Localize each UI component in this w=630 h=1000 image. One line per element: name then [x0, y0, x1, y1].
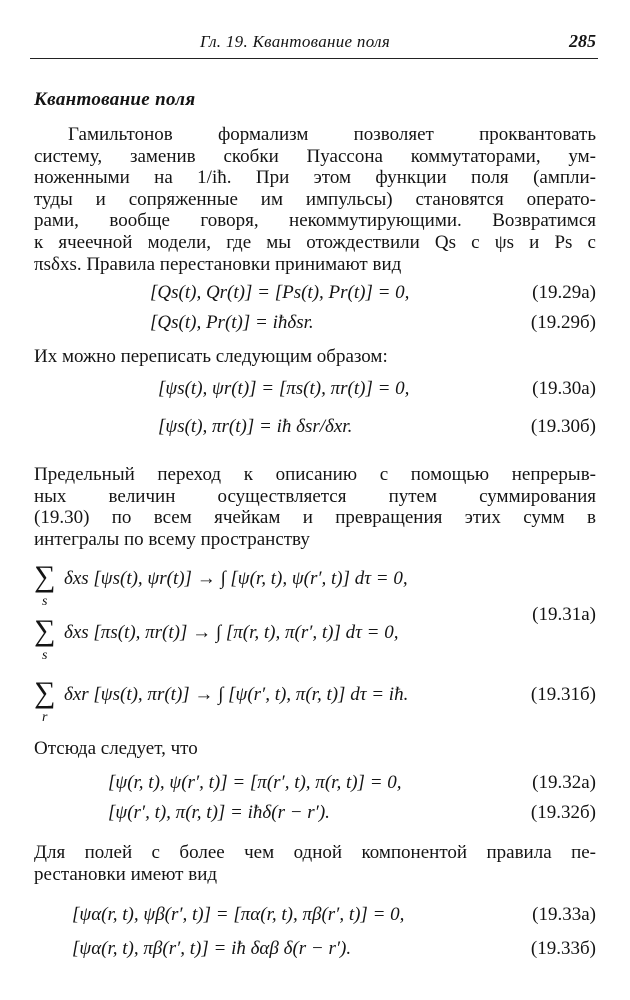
equation-number: (19.32а) [532, 772, 596, 793]
text-line: туды и сопряженные им импульсы) становятся операто- [34, 188, 596, 210]
equation-19-32a [0, 772, 630, 802]
formula: δxs [πs(t), πr(t)] → ∫ [π(r, t), π(r′, t)] dτ = 0, [64, 622, 399, 643]
equation-number: (19.30б) [530, 416, 596, 437]
page-number: 285 [569, 31, 596, 51]
equation-19-30a [0, 378, 630, 408]
equation-19-33a [0, 904, 630, 934]
equation-19-29a [0, 282, 630, 312]
text-line: πsδxs. Правила перестановки принимают вид [34, 253, 402, 275]
text-line: ноженными на 1/iħ. При этом функции поля (ампли- [34, 167, 596, 189]
text-line: Гамильтонов формализм позволяет проквантовать [68, 124, 596, 145]
equation-19-31b [0, 676, 630, 724]
equation-19-32b [0, 802, 630, 832]
text-line: ных величин осуществляется путем суммирования [34, 485, 596, 507]
text-line: (19.30) по всем ячейкам и превращения этих сумм в [34, 507, 596, 529]
sum-index: s [42, 594, 48, 609]
formula: δxr [ψs(t), πr(t)] → ∫ [ψ(r′, t), π(r, t)] dτ = iħ. [64, 684, 409, 705]
formula: δxs [ψs(t), ψr(t)] → ∫ [ψ(r, t), ψ(r′, t)] dτ = 0, [64, 568, 408, 589]
equation-number: (19.31б) [530, 684, 596, 705]
text-line: интегралы по всему пространству [34, 528, 310, 550]
sum-symbol: ∑ [34, 614, 56, 647]
formula: [ψs(t), ψr(t)] = [πs(t), πr(t)] = 0, [158, 378, 410, 399]
formula: [ψ(r′, t), π(r, t)] = iħδ(r − r′). [108, 802, 330, 823]
sum-index: s [42, 648, 48, 663]
text-line: рами, вообще говоря, некоммутирующими. Возвратимся [34, 210, 596, 232]
sum-symbol: ∑ [34, 560, 56, 593]
paragraph-limit [34, 464, 596, 550]
equation-number: (19.29а) [532, 282, 596, 303]
text-line: рестановки имеют вид [34, 863, 218, 885]
section-title: Квантование поля [34, 89, 196, 110]
text-line: систему, заменив скобки Пуассона коммутаторами, ум- [34, 145, 596, 167]
equation-number: (19.33б) [530, 938, 596, 959]
page-header [30, 28, 598, 59]
lead-sentence: Отсюда следует, что [34, 738, 198, 759]
equation-19-29b [0, 312, 630, 342]
paragraph-multicomponent [34, 842, 596, 885]
sum-index: r [42, 710, 48, 725]
equation-19-33b [0, 938, 630, 968]
lead-sentence: Их можно переписать следующим образом: [34, 346, 388, 367]
paragraph-intro [34, 124, 596, 275]
sum-symbol: ∑ [34, 676, 56, 709]
equation-19-31a [0, 604, 630, 663]
equation-number: (19.30а) [532, 378, 596, 399]
text-line: Предельный переход к описанию с помощью непрерыв- [34, 464, 596, 485]
equation-19-31-line1 [0, 560, 630, 608]
equation-number: (19.32б) [530, 802, 596, 823]
equation-number: (19.33а) [532, 904, 596, 925]
formula: [Qs(t), Pr(t)] = iħδsr. [150, 312, 314, 333]
formula: [Qs(t), Qr(t)] = [Ps(t), Pr(t)] = 0, [150, 282, 410, 303]
text-line: к ячеечной модели, где мы отождествили Qs с ψs и Ps с [34, 231, 596, 253]
equation-number: (19.29б) [530, 312, 596, 333]
formula: [ψs(t), πr(t)] = iħ δsr/δxr. [158, 416, 353, 437]
equation-number: (19.31а) [532, 604, 596, 625]
running-head: Гл. 19. Квантование поля [200, 32, 391, 51]
formula: [ψα(r, t), πβ(r′, t)] = iħ δαβ δ(r − r′). [72, 938, 352, 959]
formula: [ψ(r, t), ψ(r′, t)] = [π(r′, t), π(r, t)] = 0, [108, 772, 402, 793]
formula: [ψα(r, t), ψβ(r′, t)] = [πα(r, t), πβ(r′, t)] = 0, [72, 904, 405, 925]
equation-19-30b [0, 416, 630, 446]
text-line: Для полей с более чем одной компонентой правила пе- [34, 842, 596, 863]
